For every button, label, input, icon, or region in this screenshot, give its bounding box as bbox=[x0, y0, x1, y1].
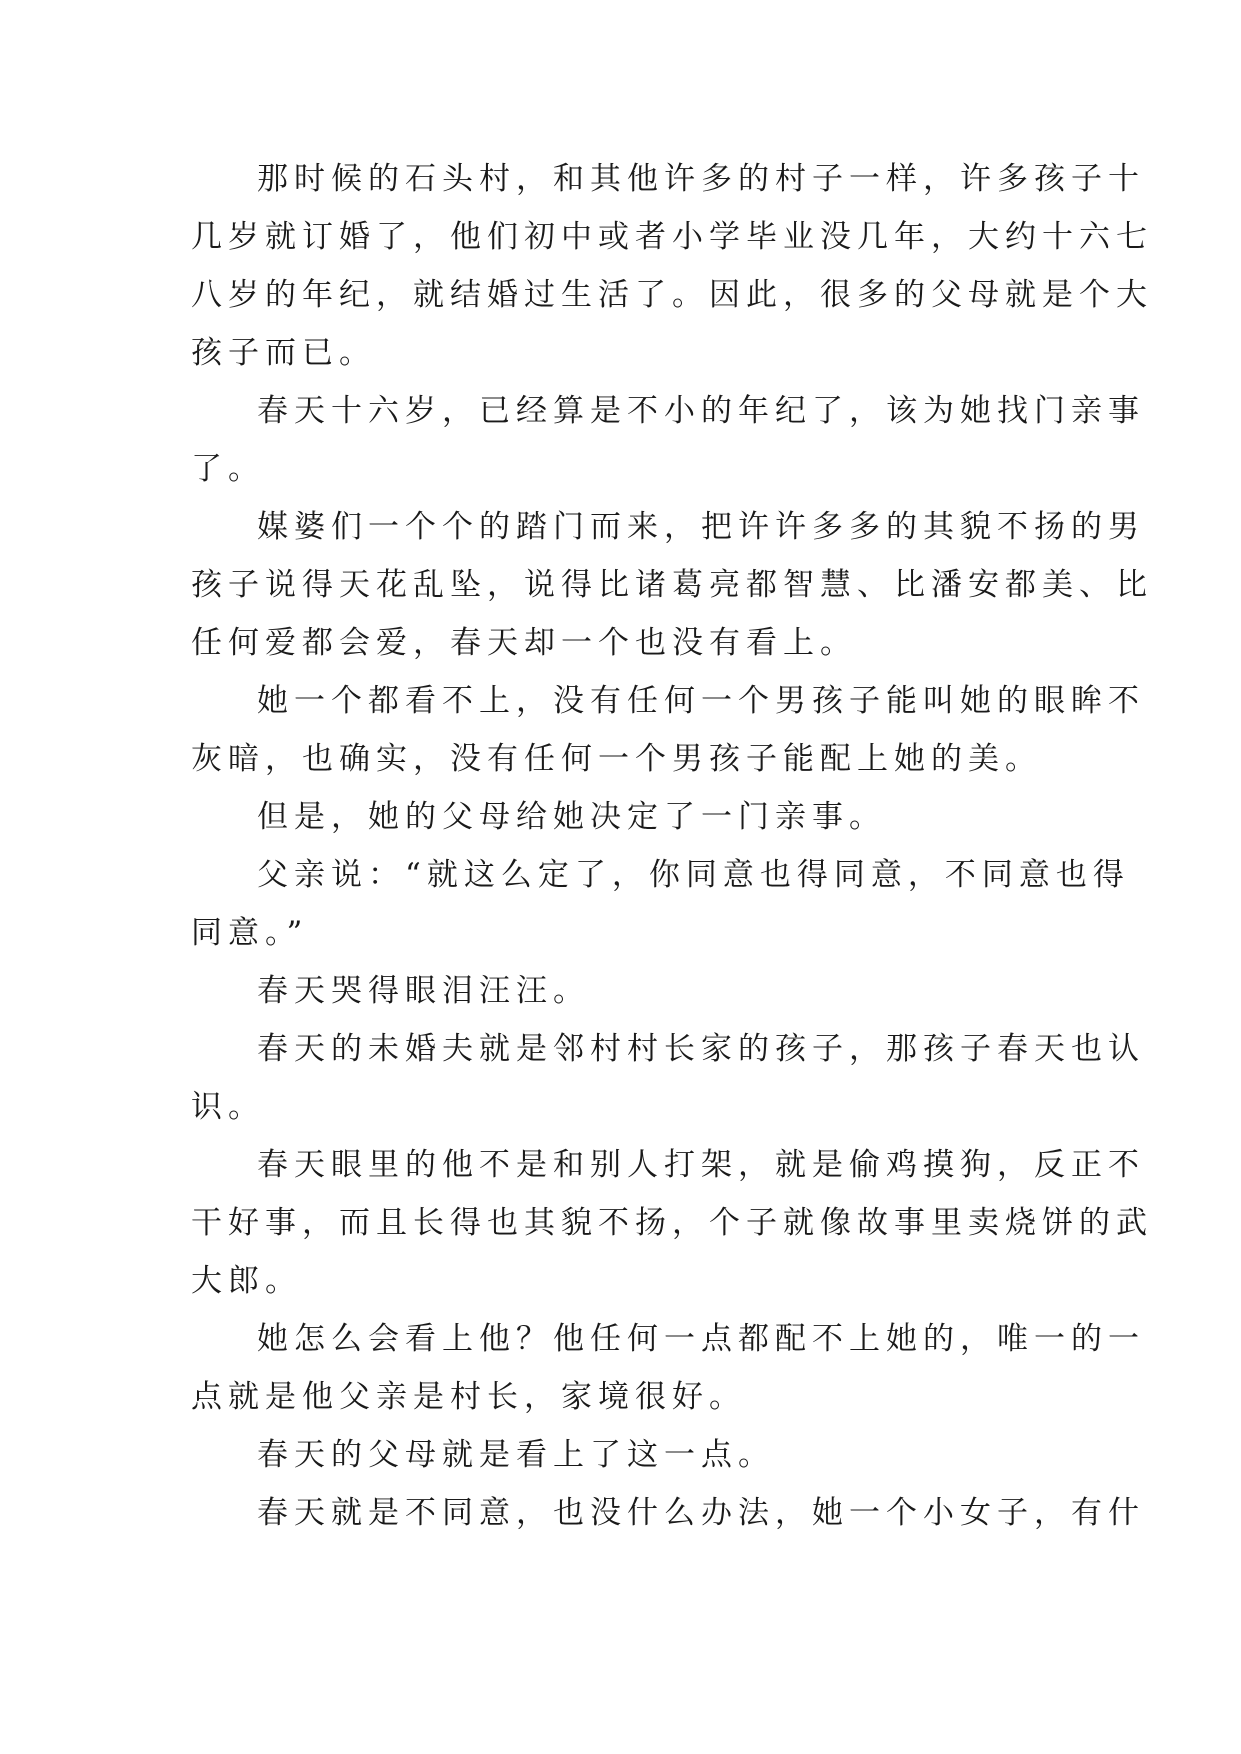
paragraph bbox=[191, 1484, 1145, 1542]
paragraph bbox=[191, 1020, 1145, 1136]
paragraph bbox=[191, 1426, 1051, 1484]
text-line: 春天十六岁，已经算是不小的年纪了，该为她找门亲事 bbox=[257, 393, 1145, 429]
text-line: 但是，她的父母给她决定了一门亲事。 bbox=[257, 799, 886, 835]
text-line: 她一个都看不上，没有任何一个男孩子能叫她的眼眸不 bbox=[257, 683, 1145, 719]
text-line: 孩子而已。 bbox=[191, 335, 376, 371]
text-line: 那时候的石头村，和其他许多的村子一样，许多孩子十 bbox=[257, 161, 1145, 197]
text-line: 春天眼里的他不是和别人打架，就是偷鸡摸狗，反正不 bbox=[257, 1147, 1145, 1183]
text-line: 点就是他父亲是村长，家境很好。 bbox=[191, 1379, 746, 1415]
document-body bbox=[191, 150, 1153, 1542]
text-line: 八岁的年纪，就结婚过生活了。因此，很多的父母就是个大 bbox=[191, 277, 1153, 313]
text-line: 媒婆们一个个的踏门而来，把许许多多的其貌不扬的男 bbox=[257, 509, 1145, 545]
text-line: 任何爱都会爱，春天却一个也没有看上。 bbox=[191, 625, 857, 661]
paragraph bbox=[191, 1136, 1153, 1310]
paragraph bbox=[191, 498, 1153, 672]
text-line: 大郎。 bbox=[191, 1263, 302, 1299]
text-line: 识。 bbox=[191, 1089, 265, 1125]
text-line: 春天的父母就是看上了这一点。 bbox=[257, 1437, 775, 1473]
text-line: 春天的未婚夫就是邻村村长家的孩子，那孩子春天也认 bbox=[257, 1031, 1145, 1067]
text-line: 干好事，而且长得也其貌不扬，个子就像故事里卖烧饼的武 bbox=[191, 1205, 1153, 1241]
paragraph bbox=[191, 1310, 1145, 1426]
text-line: 她怎么会看上他？他任何一点都配不上她的，唯一的一 bbox=[257, 1321, 1145, 1357]
text-line: 同意。” bbox=[191, 915, 309, 951]
text-line: 春天哭得眼泪汪汪。 bbox=[257, 973, 590, 1009]
text-line: 了。 bbox=[191, 451, 265, 487]
text-line: 春天就是不同意，也没什么办法，她一个小女子，有什 bbox=[257, 1495, 1145, 1531]
paragraph bbox=[191, 672, 1145, 788]
text-line: 孩子说得天花乱坠，说得比诸葛亮都智慧、比潘安都美、比 bbox=[191, 567, 1153, 603]
paragraph bbox=[191, 150, 1153, 382]
paragraph bbox=[191, 788, 1051, 846]
text-line: 父亲说：“就这么定了，你同意也得同意，不同意也得 bbox=[257, 857, 1130, 893]
paragraph bbox=[191, 962, 1051, 1020]
paragraph bbox=[191, 846, 1130, 962]
text-line: 灰暗，也确实，没有任何一个男孩子能配上她的美。 bbox=[191, 741, 1042, 777]
paragraph bbox=[191, 382, 1145, 498]
text-line: 几岁就订婚了，他们初中或者小学毕业没几年，大约十六七 bbox=[191, 219, 1153, 255]
